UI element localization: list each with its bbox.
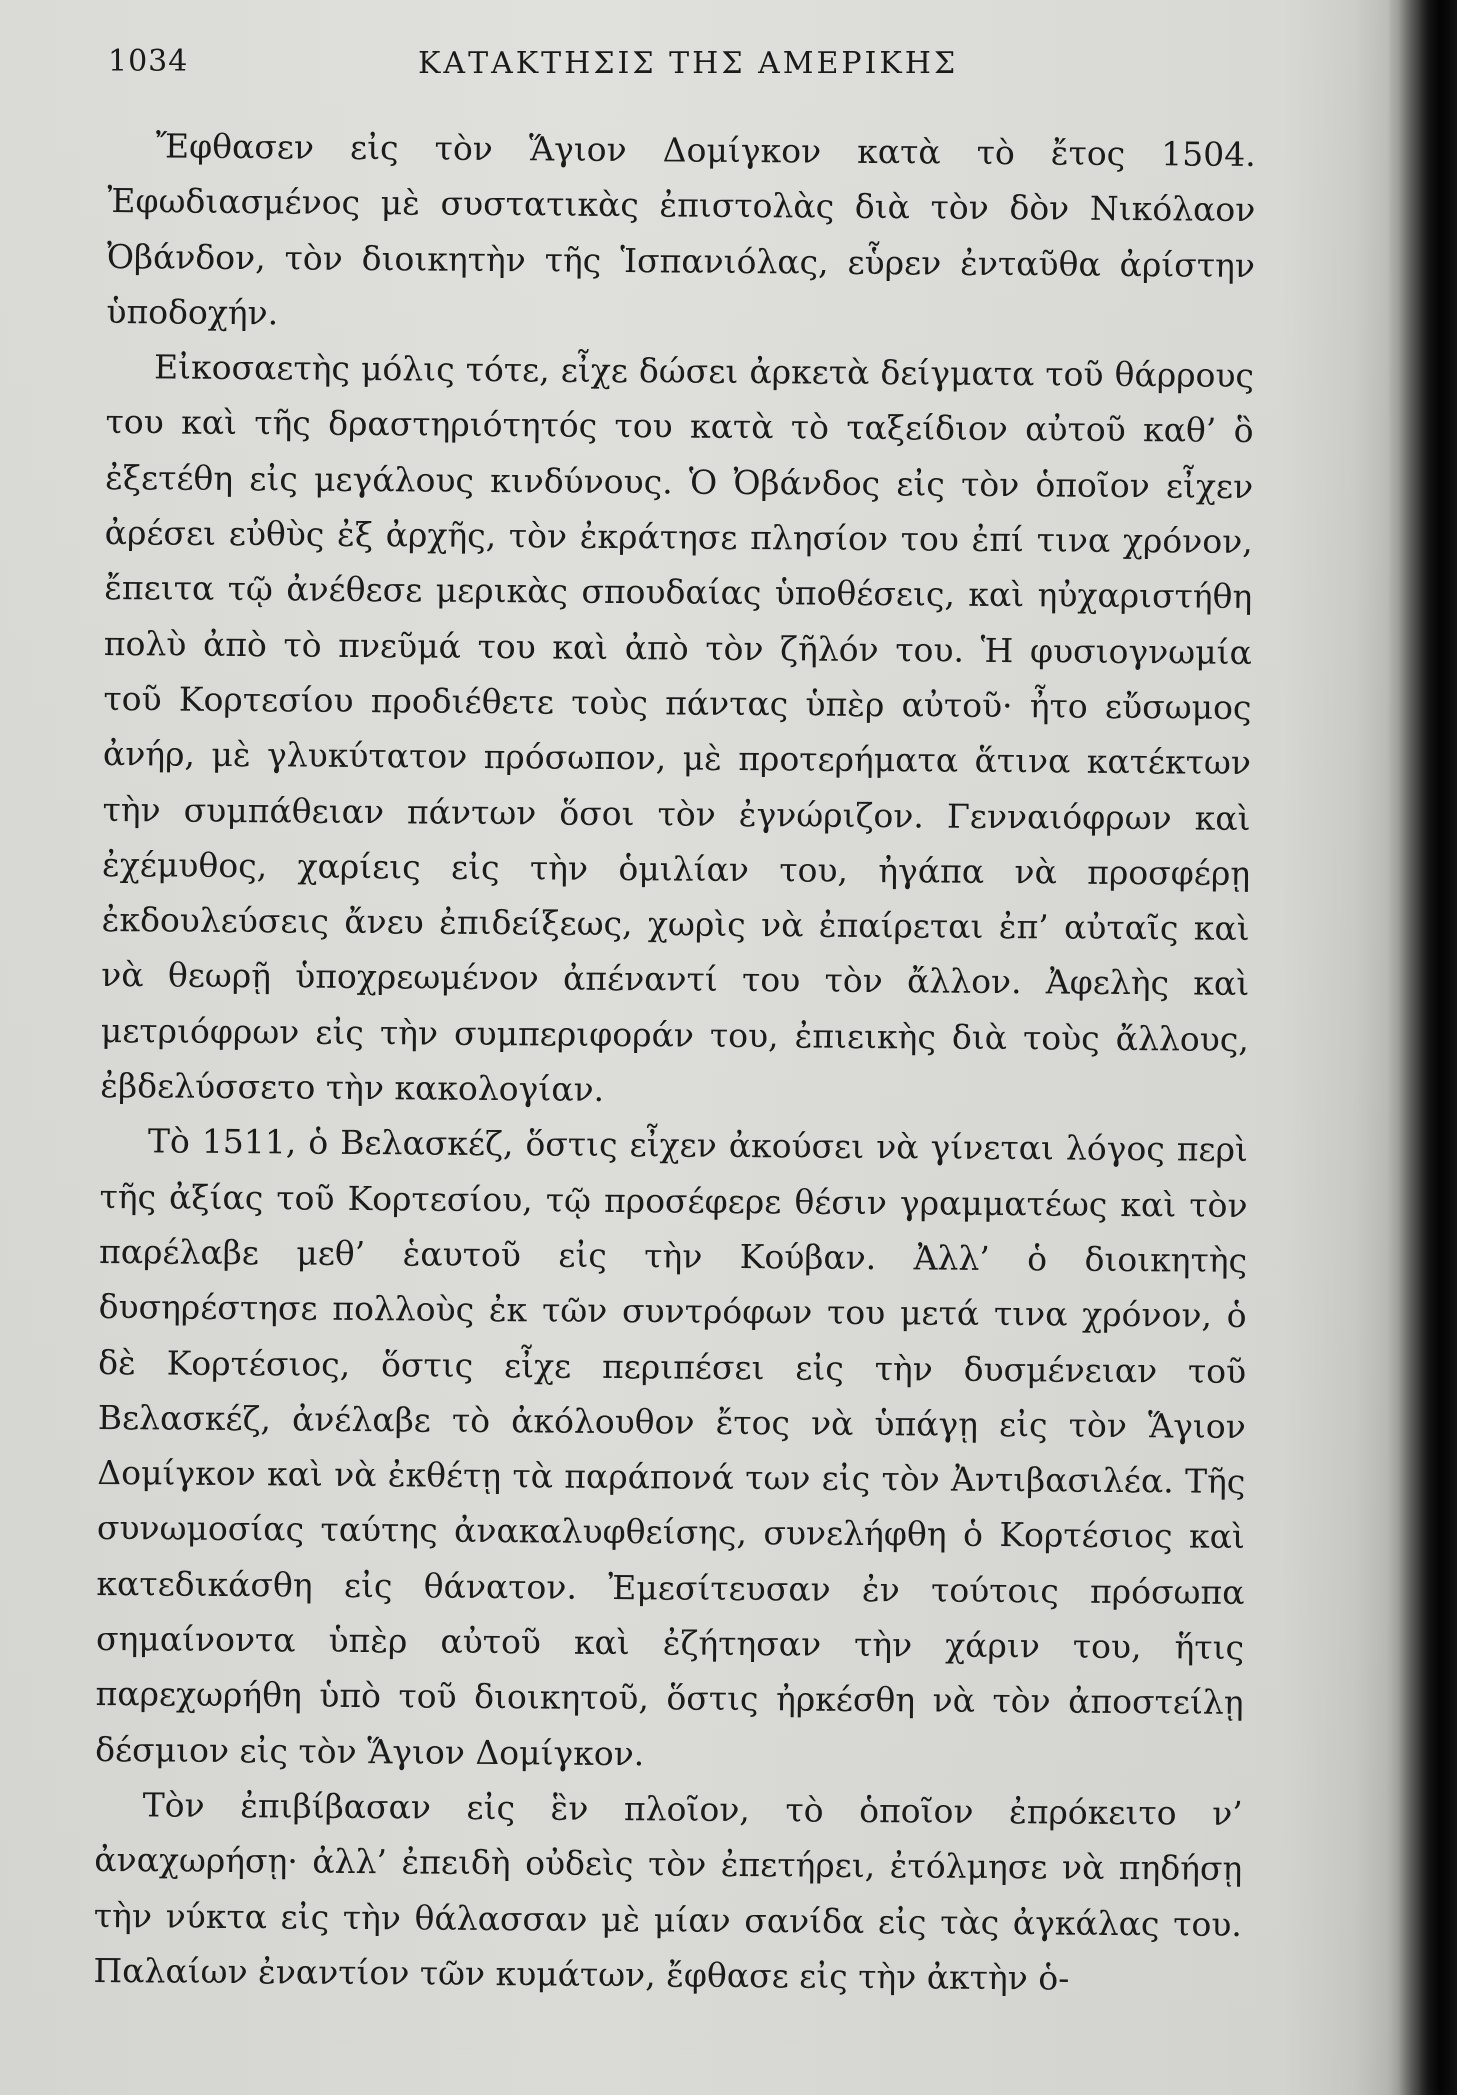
paragraph: Τὸν ἐπιβίβασαν εἰς ἓν πλοῖον, τὸ ὁποῖον ἐπρόκειτο ν’ ἀναχωρήσῃ· ἀλλ’ ἐπειδὴ οὐδεὶς τὸν ἐπετήρει, ἐτόλμησε νὰ πηδήσῃ τὴν νύκτα εἰς τὴν θάλασσαν μὲ μίαν σανίδα εἰς τὰς ἀγκάλας του. Παλαίων ἐναντίον τῶν κυμάτων, ἔφθασε εἰς τὴν ἀκτὴν ὁ- [93,1785,1243,1998]
body-text [93,118,1256,2007]
paragraph: Εἰκοσαετὴς μόλις τότε, εἶχε δώσει ἀρκετὰ δείγματα τοῦ θάρρους του καὶ τῆς δραστηριότητός του κατὰ τὸ ταξείδιον αὐτοῦ καθ’ ὃ ἐξετέθη εἰς μεγάλους κινδύνους. Ὁ Ὀβάνδος εἰς τὸν ὁποῖον εἶχεν ἀρέσει εὐθὺς ἐξ ἀρχῆς, τὸν ἐκράτησε πλησίον του ἐπί τινα χρόνον, ἔπειτα τῷ ἀνέθεσε μερικὰς σπουδαίας ὑποθέσεις, καὶ ηὐχαριστήθη πολὺ ἀπὸ τὸ πνεῦμά του καὶ ἀπὸ τὸν ζῆλόν του. Ἡ φυσιογνωμία τοῦ Κορτεσίου προδιέθετε τοὺς πάντας ὑπὲρ αὐτοῦ· ἦτο εὔσωμος ἀνήρ, μὲ γλυκύτατον πρόσωπον, μὲ προτερήματα ἅτινα κατέκτων τὴν συμπάθειαν πάντων ὅσοι τὸν ἐγνώριζον. Γενναιόφρων καὶ ἐχέμυθος, χαρίεις εἰς τὴν ὁμιλίαν του, ἠγάπα νὰ προσφέρῃ ἐκδουλεύσεις ἄνευ ἐπιδείξεως, χωρὶς νὰ ἐπαίρεται ἐπ’ αὐταῖς καὶ νὰ θεωρῇ ὑποχρεωμένον ἀπέναντί του τὸν ἄλλον. Ἀφελὴς καὶ μετριόφρων εἰς τὴν συμπεριφοράν του, ἐπιεικὴς διὰ τοὺς ἄλλους, ἐβδελύσσετο τὴν κακολογίαν. [100,347,1255,1109]
running-title: ΚΑΤΑΚΤΗΣΙΣ ΤΗΣ ΑΜΕΡΙΚΗΣ [418,46,959,81]
book-gutter-shadow [1387,0,1457,2095]
paragraph: Τὸ 1511, ὁ Βελασκέζ, ὅστις εἶχεν ἀκούσει νὰ γίνεται λόγος περὶ τῆς ἀξίας τοῦ Κορτεσίου, τῷ προσέφερε θέσιν γραμματέως καὶ τὸν παρέλαβε μεθ’ ἑαυτοῦ εἰς τὴν Κούβαν. Ἀλλ’ ὁ διοικητὴς δυσηρέστησε πολλοὺς ἐκ τῶν συντρόφων του μετά τινα χρόνον, ὁ δὲ Κορτέσιος, ὅστις εἶχε περιπέσει εἰς τὴν δυσμένειαν τοῦ Βελασκέζ, ἀνέλαβε τὸ ἀκόλουθον ἔτος νὰ ὑπάγῃ εἰς τὸν Ἅγιον Δομίγκον καὶ νὰ ἐκθέτῃ τὰ παράπονά των εἰς τὸν Ἀντιβασιλέα. Τῆς συνωμοσίας ταύτης ἀνακαλυφθείσης, συνελήφθη ὁ Κορτέσιος καὶ κατεδικάσθη εἰς θάνατον. Ἐμεσίτευσαν ἐν τούτοις πρόσωπα σημαίνοντα ὑπὲρ αὐτοῦ καὶ ἐζήτησαν τὴν χάριν του, ἥτις παρεχωρήθη ὑπὸ τοῦ διοικητοῦ, ὅστις ἠρκέσθη νὰ τὸν ἀποστείλῃ δέσμιον εἰς τὸν Ἅγιον Δομίγκον. [95,1121,1249,1773]
running-head [108,44,1268,94]
paragraph: Ἔφθασεν εἰς τὸν Ἅγιον Δομίγκον κατὰ τὸ ἔτος 1504. Ἐφωδιασμένος μὲ συστατικὰς ἐπιστολὰς διὰ τὸν δὸν Νικόλαον Ὀβάνδον, τὸν διοικητὴν τῆς Ἱσπανιόλας, εὗρεν ἐνταῦθα ἀρίστην ὑποδοχήν. [106,126,1256,333]
page-number: 1034 [108,44,189,79]
